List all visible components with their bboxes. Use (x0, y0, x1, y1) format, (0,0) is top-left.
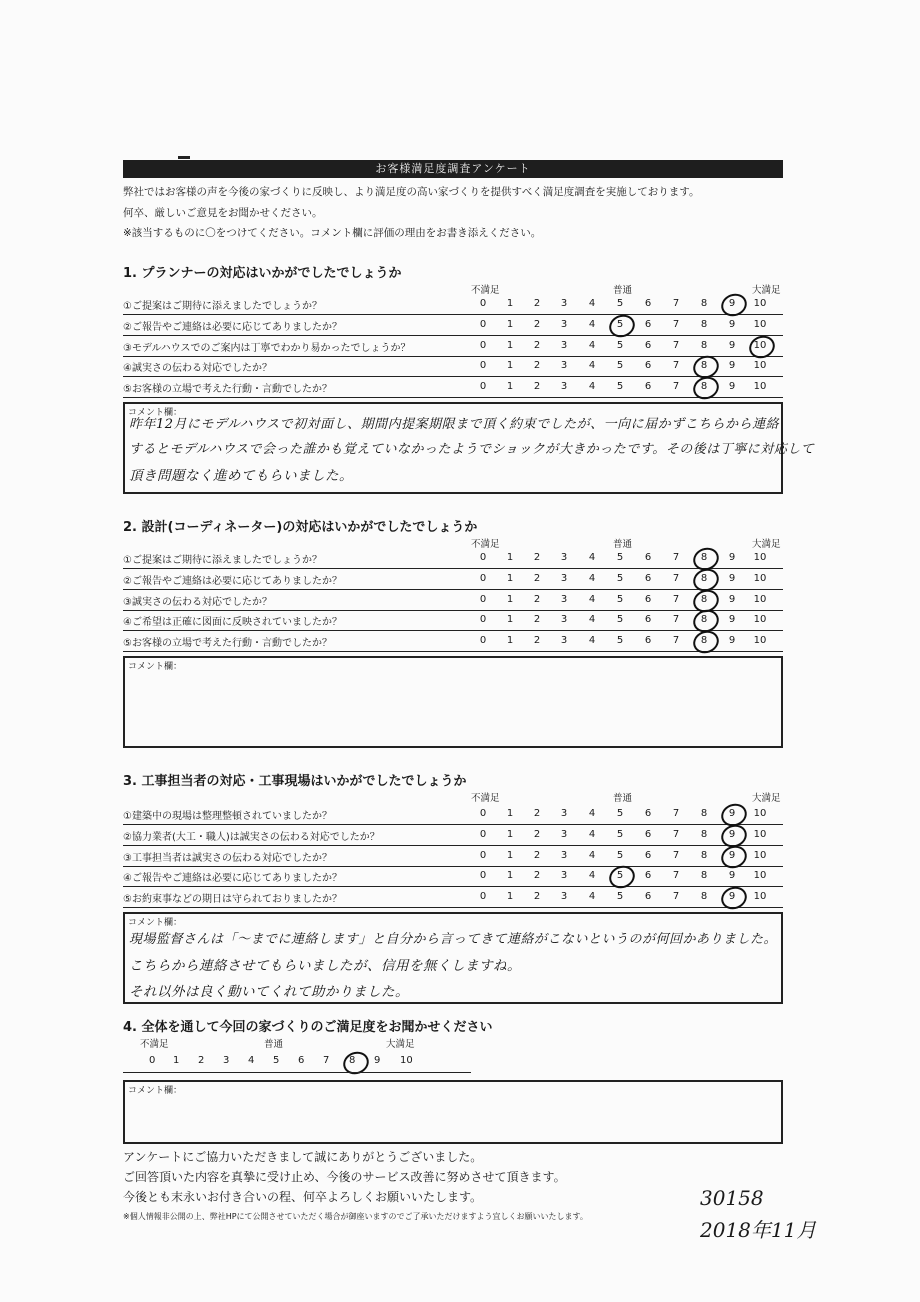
rating-option[interactable]: 1 (506, 828, 514, 840)
question-row (123, 866, 783, 887)
rating-option[interactable]: 8 (700, 360, 708, 372)
rating-option[interactable]: 1 (506, 298, 514, 309)
rating-option[interactable]: 3 (223, 1055, 230, 1066)
rating-option[interactable]: 7 (672, 828, 680, 840)
rating-option[interactable]: 7 (672, 552, 680, 563)
question-row (123, 590, 783, 611)
rating-option[interactable]: 8 (349, 1055, 356, 1066)
rating-option[interactable]: 1 (506, 891, 514, 903)
rating-option[interactable]: 9 (728, 891, 736, 903)
scale-low-label: 不満足 (471, 793, 500, 804)
question-text: ④誠実さの伝わる対応でしたか？ (123, 363, 272, 375)
rating-option[interactable]: 8 (700, 849, 708, 861)
rating-option[interactable]: 1 (506, 381, 514, 393)
section-heading: 1. プランナーの対応はいかがでしたでしょうか (123, 266, 402, 281)
thanks-line: ご回答頂いた内容を真摯に受け止め、今後のサービス改善に努めさせて頂きます。 (123, 1170, 566, 1184)
rating-option[interactable]: 3 (560, 849, 568, 861)
rating-option[interactable]: 10 (753, 552, 767, 563)
rating-option[interactable]: 8 (700, 339, 708, 351)
rating-option[interactable]: 3 (560, 381, 568, 393)
rating-option[interactable]: 1 (506, 614, 514, 626)
rating-option[interactable]: 4 (588, 339, 596, 351)
question-text: ②協力業者(大工・職人)は誠実さの伝わる対応でしたか？ (123, 831, 380, 843)
rating-option[interactable]: 5 (616, 635, 624, 647)
scale-high-label: 大満足 (752, 793, 781, 804)
privacy-note: ※個人情報非公開の上、弊社HPにて公開させていただく場合が御座いますのでご了承いただけますよう宜しくお願いいたします。 (123, 1212, 588, 1221)
rating-option[interactable]: 0 (479, 808, 487, 819)
rating-option[interactable]: 8 (700, 870, 708, 882)
comment-label: コメント欄： (128, 918, 183, 928)
scale-high-label: 大満足 (752, 539, 781, 550)
scale-high-label: 大満足 (752, 285, 781, 296)
scale-underline (123, 1072, 471, 1073)
rating-option[interactable]: 7 (672, 849, 680, 861)
scale-mid-label: 普通 (264, 1039, 284, 1050)
rating-option[interactable]: 3 (560, 339, 568, 351)
rating-option[interactable]: 8 (700, 552, 708, 563)
comment-label: コメント欄： (128, 1086, 183, 1096)
handwritten-date: 2018年11月 (700, 1218, 817, 1242)
scale-low-label: 不満足 (140, 1039, 169, 1050)
rating-option[interactable]: 9 (728, 552, 736, 563)
selected-circle (718, 883, 750, 913)
question-text: ①建築中の現場は整理整頓されていましたか？ (123, 811, 332, 822)
rating-option[interactable]: 8 (700, 635, 708, 647)
rating-option[interactable]: 4 (588, 614, 596, 626)
rating-option[interactable]: 6 (644, 572, 652, 584)
rating-option[interactable]: 6 (644, 870, 652, 882)
question-row (123, 804, 783, 825)
rating-option[interactable]: 5 (616, 298, 624, 309)
rating-option[interactable]: 3 (560, 360, 568, 372)
rating-option[interactable]: 2 (533, 339, 541, 351)
rating-option[interactable]: 4 (588, 849, 596, 861)
rating-option[interactable]: 3 (560, 298, 568, 309)
question-text: ①ご提案はご期待に添えましたでしょうか？ (123, 301, 322, 312)
rating-option[interactable]: 5 (616, 572, 624, 584)
rating-option[interactable]: 7 (672, 614, 680, 626)
rating-option[interactable]: 8 (700, 572, 708, 584)
rating-option[interactable]: 5 (616, 849, 624, 861)
thanks-line: 今後とも末永いお付き合いの程、何卒よろしくお願いいたします。 (123, 1190, 483, 1204)
scale-high-label: 大満足 (386, 1039, 415, 1050)
selected-circle (340, 1048, 372, 1078)
scale-low-label: 不満足 (471, 285, 500, 296)
rating-option[interactable]: 1 (506, 339, 514, 351)
rating-option[interactable]: 7 (672, 891, 680, 903)
rating-option[interactable]: 4 (588, 828, 596, 840)
comment-box (123, 402, 815, 494)
comment-label: コメント欄： (128, 408, 183, 418)
scan-mark (178, 156, 190, 159)
rating-option[interactable]: 1 (506, 572, 514, 584)
rating-option[interactable]: 6 (644, 635, 652, 647)
rating-option[interactable]: 7 (323, 1055, 330, 1066)
question-text: ⑤お客様の立場で考えた行動・言動でしたか？ (123, 384, 332, 396)
question-text: ①ご提案はご期待に添えましたでしょうか？ (123, 555, 322, 566)
question-text: ②ご報告やご連絡は必要に応じてありましたか？ (123, 575, 342, 587)
rating-option[interactable]: 3 (560, 614, 568, 626)
rating-option[interactable]: 10 (753, 808, 767, 819)
rating-option[interactable]: 7 (672, 808, 680, 819)
rating-option[interactable]: 0 (479, 614, 487, 626)
rating-option[interactable]: 6 (644, 318, 652, 330)
question-row (123, 336, 783, 357)
rating-option[interactable]: 8 (700, 808, 708, 819)
handwritten-comment: するとモデルハウスで会った誰かも覚えていなかったようでショックが大きかったです。その後は丁寧に対応して (129, 442, 815, 457)
comment-box (123, 912, 783, 1004)
rating-option[interactable]: 8 (700, 298, 708, 309)
rating-option[interactable]: 9 (728, 572, 736, 584)
rating-option[interactable]: 9 (728, 381, 736, 393)
question-row (123, 356, 783, 377)
rating-option[interactable]: 5 (616, 318, 624, 330)
rating-option[interactable]: 1 (506, 808, 514, 819)
rating-option[interactable]: 0 (479, 318, 487, 330)
rating-option[interactable]: 6 (644, 381, 652, 393)
question-text: ⑤お客様の立場で考えた行動・言動でしたか？ (123, 638, 332, 650)
rating-option[interactable]: 6 (644, 339, 652, 351)
rating-option[interactable]: 10 (753, 891, 767, 903)
rating-option[interactable]: 8 (700, 891, 708, 903)
rating-option[interactable]: 10 (753, 828, 767, 840)
rating-option[interactable]: 7 (672, 318, 680, 330)
rating-option[interactable]: 0 (479, 849, 487, 861)
rating-option[interactable]: 9 (728, 339, 736, 351)
rating-option[interactable]: 0 (479, 339, 487, 351)
rating-option[interactable]: 2 (533, 849, 541, 861)
rating-option[interactable]: 9 (374, 1055, 381, 1066)
rating-option[interactable]: 3 (560, 593, 568, 605)
section-heading: 2. 設計(コーディネーター)の対応はいかがでしたでしょうか (123, 520, 478, 535)
rating-option[interactable]: 2 (533, 828, 541, 840)
rating-option[interactable]: 2 (533, 360, 541, 372)
question-text: ③工事担当者は誠実さの伝わる対応でしたか？ (123, 852, 332, 864)
question-text: ③誠実さの伝わる対応でしたか？ (123, 596, 272, 608)
handwritten-id: 30158 (700, 1186, 764, 1210)
rating-option[interactable]: 4 (588, 360, 596, 372)
selected-circle (690, 373, 722, 403)
rating-option[interactable]: 4 (588, 808, 596, 819)
question-row (123, 825, 783, 846)
rating-option[interactable]: 6 (644, 808, 652, 819)
rating-option[interactable]: 3 (560, 808, 568, 819)
rating-option[interactable]: 7 (672, 635, 680, 647)
rating-option[interactable]: 3 (560, 552, 568, 563)
rating-option[interactable]: 6 (644, 552, 652, 563)
rating-option[interactable]: 9 (728, 614, 736, 626)
rating-option[interactable]: 10 (753, 381, 767, 393)
rating-option[interactable]: 0 (479, 828, 487, 840)
rating-option[interactable]: 2 (533, 298, 541, 309)
rating-option[interactable]: 10 (753, 870, 767, 882)
rating-option[interactable]: 5 (616, 552, 624, 563)
rating-option[interactable]: 5 (616, 891, 624, 903)
rating-option[interactable]: 7 (672, 572, 680, 584)
rating-option[interactable]: 3 (560, 318, 568, 330)
rating-option[interactable]: 2 (533, 318, 541, 330)
rating-option[interactable]: 5 (273, 1055, 280, 1066)
intro-line: 何卒、厳しいご意見をお聞かせください。 (123, 207, 323, 219)
rating-option[interactable]: 2 (533, 891, 541, 903)
rating-option[interactable]: 10 (753, 635, 767, 647)
handwritten-comment: 現場監督さんは「～までに連絡します」と自分から言ってきて連絡がこないというのが何回かありました。 (129, 932, 778, 947)
handwritten-comment: それ以外は良く動いてくれて助かりました。 (129, 984, 409, 1000)
rating-option[interactable]: 6 (298, 1055, 305, 1066)
question-row (123, 569, 783, 590)
rating-option[interactable]: 6 (644, 298, 652, 309)
question-row (123, 294, 783, 315)
question-text: ⑤お約束事などの期日は守られておりましたか？ (123, 894, 342, 906)
rating-option[interactable]: 7 (672, 339, 680, 351)
rating-option[interactable]: 1 (506, 318, 514, 330)
rating-option[interactable]: 0 (479, 870, 487, 882)
comment-box (123, 656, 783, 748)
question-row (123, 377, 783, 398)
rating-option[interactable]: 6 (644, 849, 652, 861)
rating-option[interactable]: 5 (616, 593, 624, 605)
rating-option[interactable]: 8 (700, 381, 708, 393)
rating-option[interactable]: 9 (728, 870, 736, 882)
rating-option[interactable]: 8 (700, 614, 708, 626)
rating-option[interactable]: 1 (173, 1055, 180, 1066)
scale-mid-label: 普通 (613, 285, 633, 296)
rating-option[interactable]: 4 (588, 572, 596, 584)
rating-option[interactable]: 8 (700, 593, 708, 605)
rating-option[interactable]: 6 (644, 828, 652, 840)
intro-line: 弊社ではお客様の声を今後の家づくりに反映し、より満足度の高い家づくりを提供すべく満足度調査を実施しております。 (123, 186, 700, 198)
rating-option[interactable]: 2 (533, 593, 541, 605)
rating-option[interactable]: 3 (560, 828, 568, 840)
rating-option[interactable]: 6 (644, 360, 652, 372)
rating-option[interactable]: 2 (533, 381, 541, 393)
rating-option[interactable]: 0 (149, 1055, 156, 1066)
rating-option[interactable]: 0 (479, 891, 487, 903)
question-text: ④ご報告やご連絡は必要に応じてありましたか？ (123, 873, 342, 885)
rating-option[interactable]: 0 (479, 635, 487, 647)
scale-mid-label: 普通 (613, 539, 633, 550)
rating-option[interactable]: 5 (616, 828, 624, 840)
scale-low-label: 不満足 (471, 539, 500, 550)
handwritten-comment: 昨年12月にモデルハウスで初対面し、期間内提案期限まで頂く約束でしたが、一向に届かずこちらから連絡 (129, 417, 780, 432)
rating-option[interactable]: 10 (753, 298, 767, 309)
rating-option[interactable]: 4 (588, 593, 596, 605)
rating-option[interactable]: 3 (560, 891, 568, 903)
rating-option[interactable]: 5 (616, 870, 624, 882)
rating-option[interactable]: 8 (700, 828, 708, 840)
question-row (123, 887, 783, 908)
rating-option[interactable]: 9 (728, 360, 736, 372)
section-heading: 4. 全体を通して今回の家づくりのご満足度をお聞かせください (123, 1020, 493, 1035)
rating-option[interactable]: 10 (753, 593, 767, 605)
rating-option[interactable]: 3 (560, 870, 568, 882)
question-row (123, 631, 783, 652)
section-heading: 3. 工事担当者の対応・工事現場はいかがでしたでしょうか (123, 774, 467, 789)
rating-option[interactable]: 6 (644, 614, 652, 626)
rating-option[interactable]: 2 (533, 870, 541, 882)
rating-option[interactable]: 4 (588, 552, 596, 563)
rating-option[interactable]: 10 (400, 1055, 413, 1066)
rating-option[interactable]: 4 (588, 298, 596, 309)
question-text: ③モデルハウスでのご案内は丁寧でわかり易かったでしょうか？ (123, 342, 411, 354)
rating-option[interactable]: 2 (533, 808, 541, 819)
rating-option[interactable]: 0 (479, 360, 487, 372)
rating-option[interactable]: 8 (700, 318, 708, 330)
rating-option[interactable]: 5 (616, 614, 624, 626)
rating-option[interactable]: 0 (479, 381, 487, 393)
rating-option[interactable]: 1 (506, 870, 514, 882)
rating-option[interactable]: 0 (479, 572, 487, 584)
scale-mid-label: 普通 (613, 793, 633, 804)
rating-option[interactable]: 4 (248, 1055, 255, 1066)
question-text: ④ご希望は正確に図面に反映されていましたか？ (123, 617, 342, 629)
rating-option[interactable]: 4 (588, 635, 596, 647)
rating-option[interactable]: 0 (479, 552, 487, 563)
comment-label: コメント欄： (128, 662, 183, 672)
rating-option[interactable]: 2 (533, 635, 541, 647)
rating-option[interactable]: 7 (672, 298, 680, 309)
rating-option[interactable]: 6 (644, 891, 652, 903)
rating-option[interactable]: 5 (616, 808, 624, 819)
rating-option[interactable]: 1 (506, 552, 514, 563)
rating-option[interactable]: 9 (728, 593, 736, 605)
rating-option[interactable]: 1 (506, 360, 514, 372)
rating-option[interactable]: 2 (533, 552, 541, 563)
question-row (123, 315, 783, 336)
rating-option[interactable]: 10 (753, 339, 767, 351)
question-row (123, 548, 783, 569)
handwritten-comment: 頂き問題なく進めてもらいました。 (129, 468, 353, 484)
rating-option[interactable]: 7 (672, 593, 680, 605)
rating-option[interactable]: 4 (588, 318, 596, 330)
rating-option[interactable]: 5 (616, 339, 624, 351)
rating-option[interactable]: 6 (644, 593, 652, 605)
rating-option[interactable]: 0 (479, 593, 487, 605)
question-row (123, 610, 783, 631)
rating-option[interactable]: 9 (728, 849, 736, 861)
selected-circle (690, 627, 722, 657)
rating-option[interactable]: 1 (506, 635, 514, 647)
rating-option[interactable]: 10 (753, 614, 767, 626)
rating-option[interactable]: 1 (506, 593, 514, 605)
rating-option[interactable]: 4 (588, 891, 596, 903)
rating-option[interactable]: 4 (588, 870, 596, 882)
thanks-line: アンケートにご協力いただきまして誠にありがとうございました。 (123, 1150, 483, 1164)
rating-option[interactable]: 5 (616, 360, 624, 372)
rating-option[interactable]: 10 (753, 849, 767, 861)
rating-option[interactable]: 1 (506, 849, 514, 861)
rating-option[interactable]: 7 (672, 870, 680, 882)
rating-option[interactable]: 10 (753, 318, 767, 330)
rating-option[interactable]: 3 (560, 572, 568, 584)
rating-option[interactable]: 2 (533, 572, 541, 584)
rating-option[interactable]: 7 (672, 360, 680, 372)
rating-option[interactable]: 0 (479, 298, 487, 309)
intro-line: ※該当するものに〇をつけてください。コメント欄に評価の理由をお書き添えください。 (123, 227, 542, 239)
question-text: ②ご報告やご連絡は必要に応じてありましたか？ (123, 321, 342, 333)
rating-option[interactable]: 3 (560, 635, 568, 647)
rating-option[interactable]: 9 (728, 828, 736, 840)
rating-option[interactable]: 9 (728, 298, 736, 309)
rating-option[interactable]: 10 (753, 360, 767, 372)
rating-option[interactable]: 4 (588, 381, 596, 393)
rating-option[interactable]: 5 (616, 381, 624, 393)
survey-title: お客様満足度調査アンケート (123, 160, 783, 178)
rating-option[interactable]: 2 (533, 614, 541, 626)
question-row (123, 846, 783, 867)
rating-option[interactable]: 7 (672, 381, 680, 393)
rating-option[interactable]: 9 (728, 318, 736, 330)
handwritten-comment: こちらから連絡させてもらいましたが、信用を無くしますね。 (129, 958, 521, 974)
comment-box (123, 1080, 783, 1144)
rating-option[interactable]: 9 (728, 808, 736, 819)
rating-option[interactable]: 2 (198, 1055, 205, 1066)
rating-option[interactable]: 10 (753, 572, 767, 584)
rating-option[interactable]: 9 (728, 635, 736, 647)
